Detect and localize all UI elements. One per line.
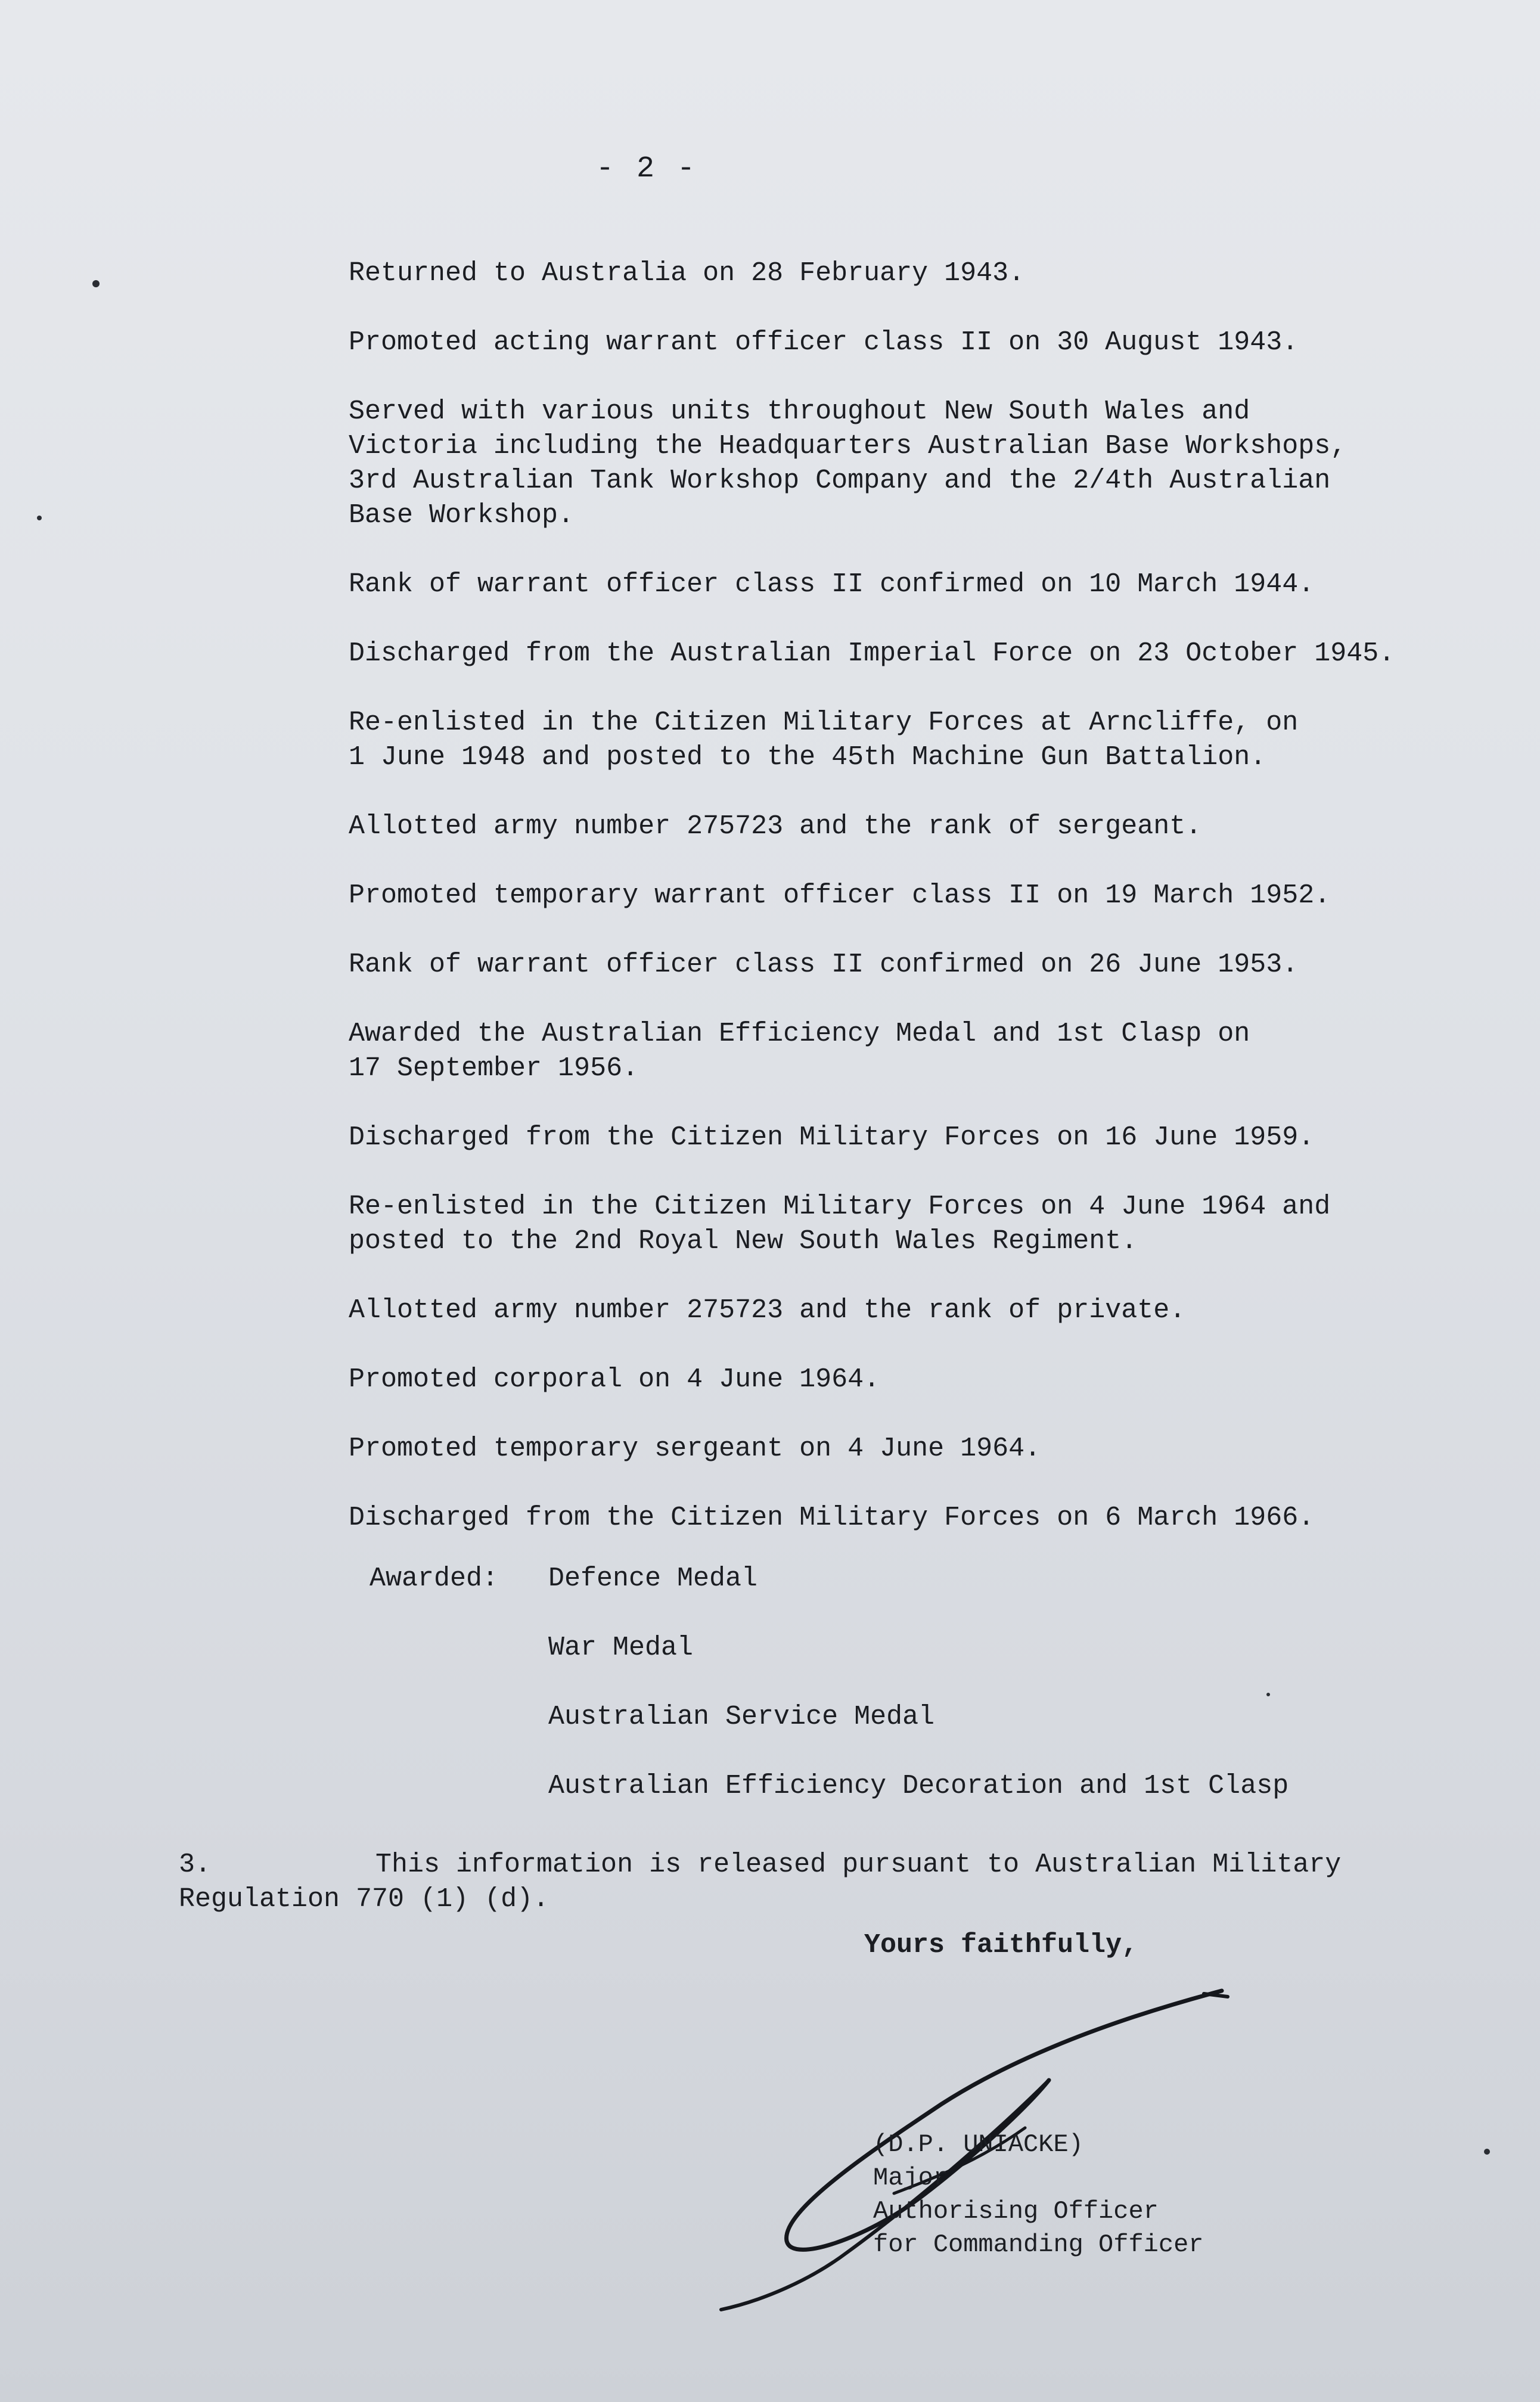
service-entry: Rank of warrant officer class II confirmed on 10 March 1944. — [349, 569, 1315, 600]
release-text: This information is released pursuant to Australian Military Regulation 770 (1) (d). — [179, 1849, 1342, 1914]
signatory-rank: Major — [873, 2164, 949, 2192]
service-entry: Awarded the Australian Efficiency Medal and 1st Clasp on 17 September 1956. — [349, 1019, 1250, 1084]
signatory-title: for Commanding Officer — [873, 2230, 1204, 2259]
service-entry: Promoted corporal on 4 June 1964. — [349, 1364, 880, 1395]
awards-list — [548, 1562, 1442, 1838]
paper-speck — [1266, 1693, 1270, 1696]
award-item: Australian Efficiency Decoration and 1st Clasp — [548, 1771, 1289, 1801]
service-entry: Allotted army number 275723 and the rank of sergeant. — [349, 811, 1202, 842]
award-item: War Medal — [548, 1633, 694, 1663]
awards-label: Awarded: — [370, 1563, 499, 1594]
service-entry: Discharged from the Australian Imperial Force on 23 October 1945. — [349, 638, 1395, 669]
paper-speck — [1484, 2149, 1490, 2155]
service-entry: Promoted temporary sergeant on 4 June 1964. — [349, 1433, 1041, 1464]
signatory-title: Authorising Officer — [873, 2197, 1159, 2226]
service-entry: Discharged from the Citizen Military Forces on 6 March 1966. — [349, 1503, 1315, 1533]
service-entry: Re-enlisted in the Citizen Military Forces at Arncliffe, on 1 June 1948 and posted to the 45th Machine Gun Battalion. — [349, 707, 1299, 772]
service-entry: Allotted army number 275723 and the rank of private. — [349, 1295, 1186, 1326]
paragraph-number: 3. — [179, 1849, 212, 1880]
service-entry: Served with various units throughout New South Wales and Victoria including the Headquarters Australian Base Workshops, 3rd Australian Tank Workshop Company and the 2/4th Australian Base Workshop. — [349, 396, 1347, 530]
award-item: Defence Medal — [548, 1563, 758, 1594]
paper-speck — [92, 280, 100, 287]
service-entry: Re-enlisted in the Citizen Military Forces on 4 June 1964 and posted to the 2nd Royal New South Wales Regiment. — [349, 1191, 1331, 1256]
closing-salutation: Yours faithfully, — [864, 1930, 1138, 1960]
award-item: Australian Service Medal — [548, 1702, 935, 1732]
signature-block — [873, 2128, 1204, 2261]
signatory-name: (D.P. UNIACKE) — [873, 2130, 1083, 2159]
paper-speck — [37, 516, 42, 520]
service-entry: Rank of warrant officer class II confirmed on 26 June 1953. — [349, 949, 1299, 980]
page-number: - 2 - — [596, 152, 698, 186]
service-record-entries — [349, 256, 1481, 1570]
service-entry: Promoted acting warrant officer class II on 30 August 1943. — [349, 327, 1299, 358]
release-paragraph — [179, 1848, 1371, 1917]
service-entry: Discharged from the Citizen Military Forces on 16 June 1959. — [349, 1122, 1315, 1153]
service-entry: Promoted temporary warrant officer class II on 19 March 1952. — [349, 880, 1331, 911]
service-entry: Returned to Australia on 28 February 1943. — [349, 258, 1025, 288]
